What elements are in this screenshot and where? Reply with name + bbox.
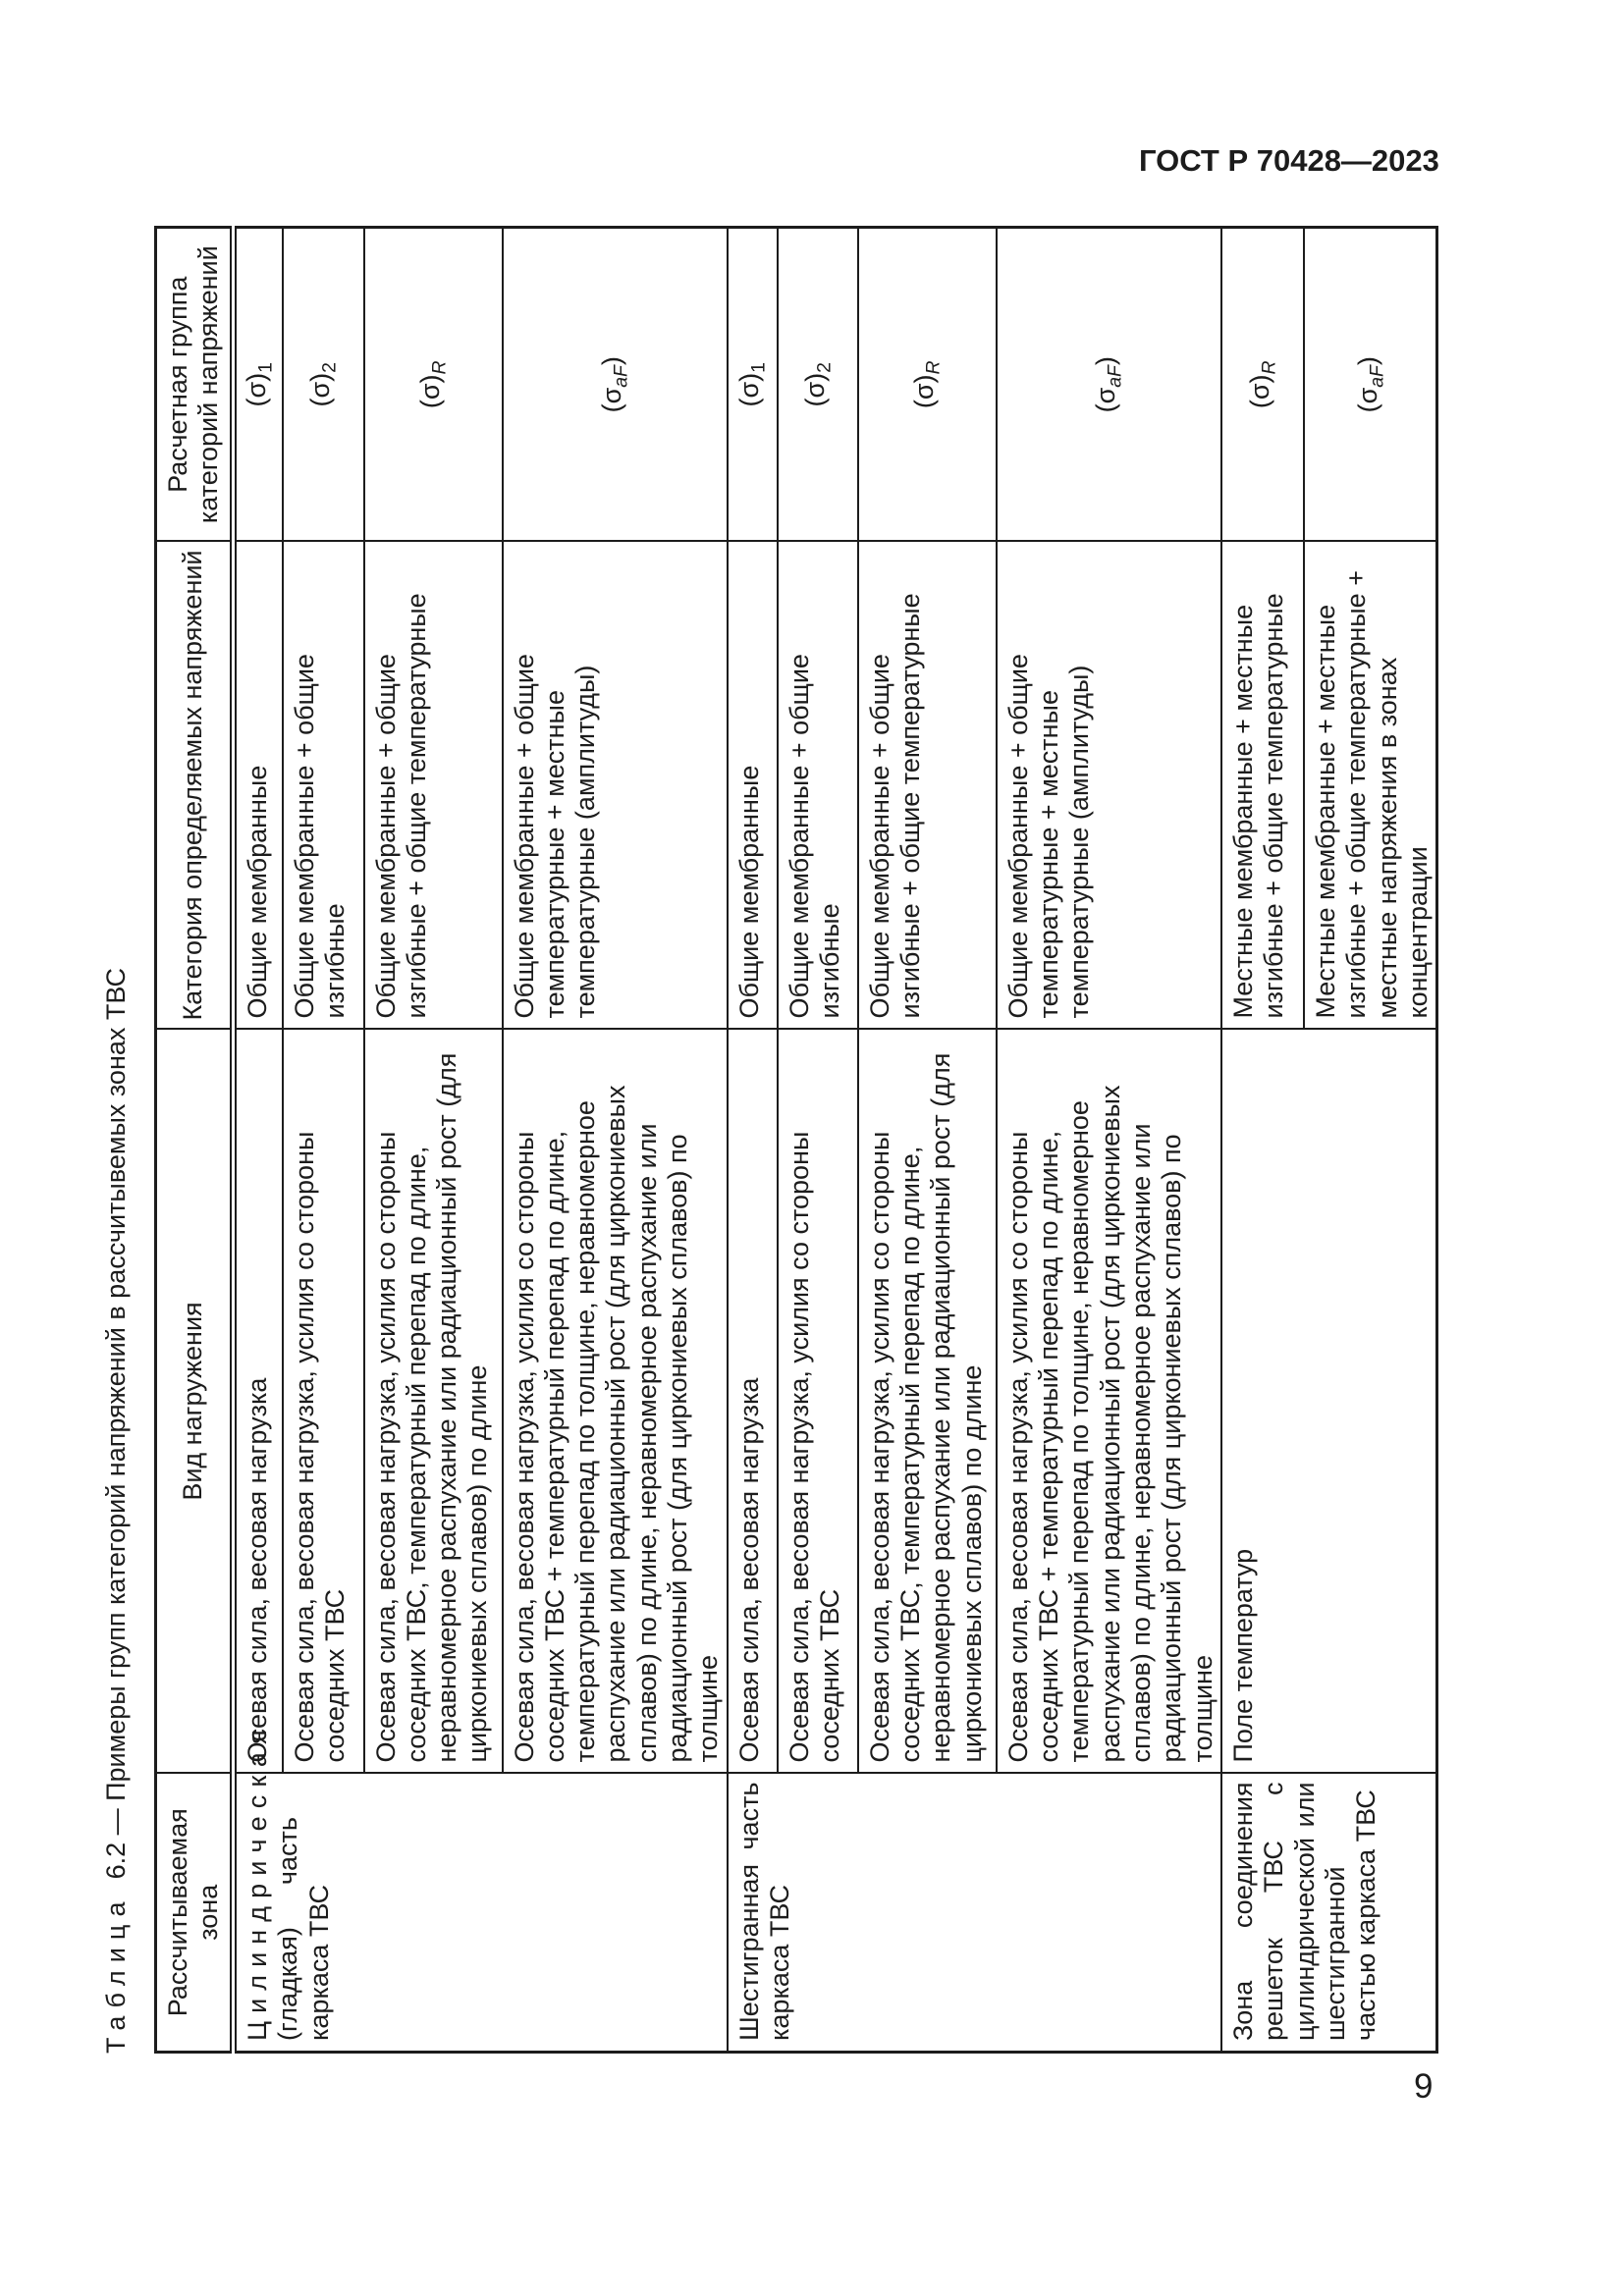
rotated-table-block (101, 229, 1433, 2054)
stress-group-cell (364, 228, 503, 542)
table-title-text: 6.2 — Примеры групп категорий напряжений в рассчитывемых зонах ТВС (101, 968, 131, 1880)
table-row (728, 228, 778, 2053)
sigma-symbol: (σ) (734, 372, 765, 407)
rotated-table-inner (101, 229, 1433, 2054)
stress-group-cell (503, 228, 728, 542)
table-title-label: Таблица (101, 1894, 131, 2054)
load-type-cell: Осевая сила, весовая нагрузка (234, 1030, 283, 1774)
stress-category-cell: Местные мембранные + местные изгибные + общие температурные + местные напряжения в зонах концентрации (1304, 542, 1437, 1030)
stress-group-cell (283, 228, 364, 542)
stress-group-cell (858, 228, 997, 542)
sigma-subscript: 2 (318, 362, 341, 373)
stress-category-cell: Общие мембранные + общие изгибные (283, 542, 364, 1030)
sigma-subscript: aF (1104, 365, 1126, 388)
table-header (156, 228, 234, 2053)
header-load-type: Вид нагружения (156, 1030, 234, 1774)
header-stress-category: Категория определяемых напряжений (156, 542, 234, 1030)
zone-cell: Зона соединения решеток ТВС с цилиндрической или шестигранной частью каркаса ТВС (1221, 1774, 1437, 2053)
sigma-subscript: 1 (254, 362, 277, 373)
load-type-cell: Осевая сила, весовая нагрузка, усилия со стороны соседних ТВС + температурный перепад по длине, температурный перепад по толщине, неравномерное распухание или радиационный рост (для циркониевых сплавов) по длине, неравномерное распухание или радиационный рост (для циркониевых сплавов) по толщине (503, 1030, 728, 1774)
sigma-symbol: (σ (1352, 387, 1382, 413)
document-code: ГОСТ Р 70428—2023 (1139, 143, 1439, 178)
sigma-subscript: R (1258, 360, 1280, 375)
load-type-cell: Поле температур (1221, 1030, 1437, 1774)
load-type-cell: Осевая сила, весовая нагрузка, усилия со стороны соседних ТВС (283, 1030, 364, 1774)
stress-group-cell (728, 228, 778, 542)
stress-category-cell: Общие мембранные + общие изгибные + общие температурные (364, 542, 503, 1030)
zone-cell: Шестигранная часть каркаса ТВС (728, 1774, 1221, 2053)
table-body (234, 228, 1437, 2053)
stress-category-cell: Общие мембранные + общие изгибные + общие температурные (858, 542, 997, 1030)
sigma-symbol: (σ) (1244, 374, 1274, 409)
sigma-close: ) (1091, 356, 1121, 366)
stress-category-cell: Общие мембранные + общие температурные + местные температурные (амплитуды) (997, 542, 1221, 1030)
zone-name-spaced: Цилиндрическая (243, 1722, 272, 2041)
table-row (1221, 228, 1304, 2053)
page-number: 9 (1414, 2067, 1434, 2106)
sigma-symbol: (σ) (241, 372, 271, 407)
stress-group-cell (778, 228, 858, 542)
stress-categories-table (154, 226, 1438, 2054)
sigma-symbol: (σ) (305, 372, 336, 407)
sigma-subscript: 2 (813, 362, 836, 373)
sigma-close: ) (1352, 356, 1382, 366)
sigma-subscript: aF (610, 365, 632, 388)
sigma-subscript: aF (1365, 365, 1387, 388)
load-type-cell: Осевая сила, весовая нагрузка, усилия со стороны соседних ТВС (778, 1030, 858, 1774)
table-header-row (156, 228, 234, 2053)
header-stress-group: Расчетная группа категорий напряжений (156, 228, 234, 542)
sigma-symbol: (σ) (909, 374, 940, 409)
stress-category-cell: Общие мембранные + общие температурные + местные температурные (амплитуды) (503, 542, 728, 1030)
stress-category-cell: Общие мембранные + общие изгибные (778, 542, 858, 1030)
sigma-symbol: (σ (597, 387, 627, 413)
stress-group-cell (234, 228, 283, 542)
zone-cell (234, 1722, 728, 2053)
stress-category-cell: Общие мембранные (728, 542, 778, 1030)
sigma-subscript: R (922, 360, 945, 375)
zone-name-rest: (гладкая) часть каркаса ТВС (273, 1817, 334, 2041)
stress-group-cell (1221, 228, 1304, 542)
load-type-cell: Осевая сила, весовая нагрузка, усилия со стороны соседних ТВС, температурный перепад по длине, неравномерное распухание или радиационный рост (для циркониевых сплавов) по длине (858, 1030, 997, 1774)
stress-group-cell (997, 228, 1221, 542)
header-zone: Рассчитываемая зона (156, 1774, 234, 2053)
sigma-subscript: 1 (747, 362, 770, 373)
sigma-symbol: (σ) (415, 374, 446, 409)
sigma-symbol: (σ) (799, 372, 830, 407)
stress-group-cell (1304, 228, 1437, 542)
load-type-cell: Осевая сила, весовая нагрузка, усилия со стороны соседних ТВС + температурный перепад по длине, температурный перепад по толщине, неравномерное распухание или радиационный рост (для циркониевых сплавов) по длине, неравномерное распухание или радиационный рост (для циркониевых сплавов) по толщине (997, 1030, 1221, 1774)
load-type-cell: Осевая сила, весовая нагрузка (728, 1030, 778, 1774)
sigma-close: ) (597, 356, 627, 366)
stress-category-cell: Общие мембранные (234, 542, 283, 1030)
table-row (234, 228, 283, 2053)
table-title (101, 229, 154, 2054)
stress-category-cell: Местные мембранные + местные изгибные + общие температурные (1221, 542, 1304, 1030)
sigma-subscript: R (428, 360, 451, 375)
sigma-symbol: (σ (1091, 387, 1121, 413)
load-type-cell: Осевая сила, весовая нагрузка, усилия со стороны соседних ТВС, температурный перепад по длине, неравномерное распухание или радиационный рост (для циркониевых сплавов) по длине (364, 1030, 503, 1774)
